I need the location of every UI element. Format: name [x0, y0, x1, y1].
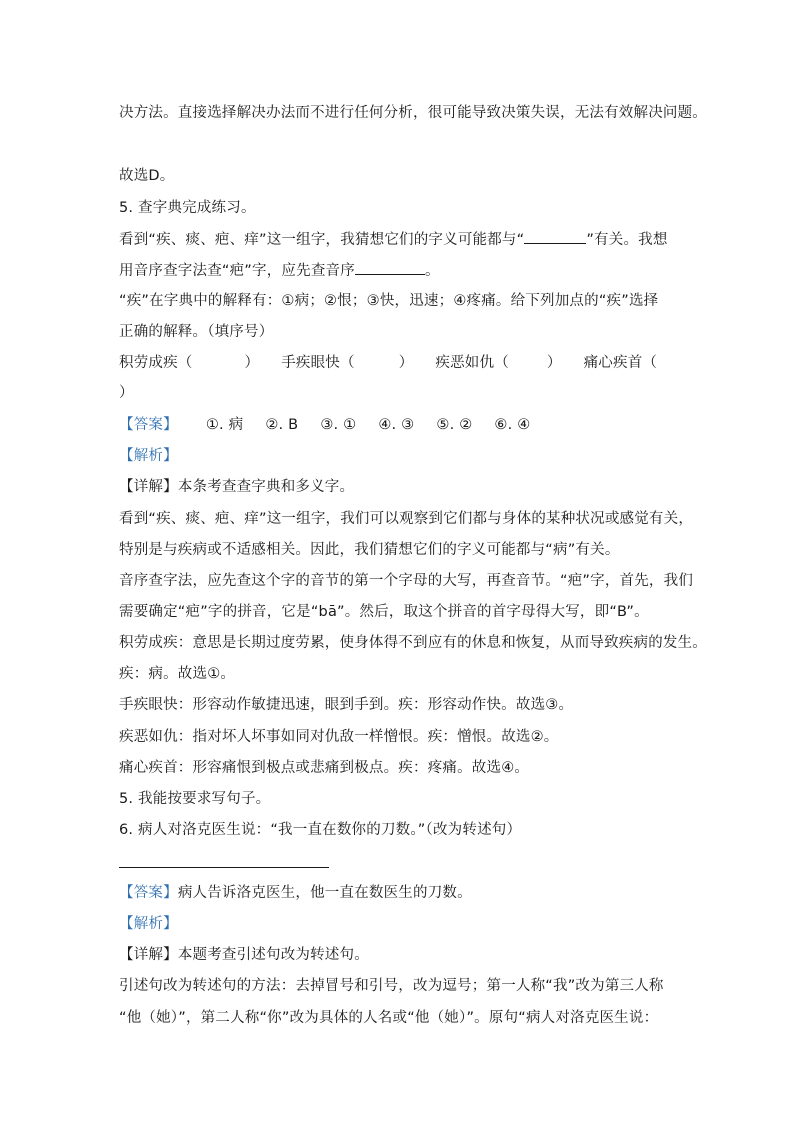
detail-text: 本题考查引述句改为转述句。 [177, 947, 369, 963]
analysis-tag: 【解析】 [119, 916, 178, 932]
item-2: 手疾眼快（ [281, 355, 355, 371]
section-heading: 5. 我能按要求写句子。 [119, 791, 271, 807]
answer-option: ①. 病 [205, 417, 244, 433]
answer-option: ③. ① [320, 417, 357, 433]
item-3: 疾恶如仇（ [435, 355, 509, 371]
text-segment: 。 [424, 263, 440, 279]
text-line: 决方法。直接选择解决办法而不进行任何分析，很可能导致决策失误，无法有效解决问题。 [119, 105, 707, 121]
text-line: 疾恶如仇：指对坏人坏事如同对仇敌一样憎恨。疾：憎恨。故选②。 [119, 729, 559, 745]
text-segment: 用音序查字法查“疤”字，应先查音序 [119, 263, 355, 279]
detail-line [119, 945, 369, 965]
item-close: ） [546, 355, 562, 371]
text-line: ） [119, 385, 134, 401]
question-heading: 5. 查字典完成练习。 [119, 200, 256, 216]
text-line: 音序查字法，应先查这个字的音节的第一个字母的大写，再查音节。“疤”字，首先，我们 [119, 573, 694, 589]
text-line: 特别是与疾病或不适感相关。因此，我们猜想它们的字义可能都与“病”有关。 [119, 542, 620, 558]
item-close: ） [398, 355, 414, 371]
answer-line [119, 883, 472, 903]
detail-tag: 【详解】 [119, 947, 178, 963]
answer-option: ⑥. ④ [494, 417, 531, 433]
answer-option: ④. ③ [378, 417, 415, 433]
text-segment: 看到“疾、痰、疤、痒”这一组字，我猜想它们的字义可能都与“ [119, 232, 525, 248]
text-line: “疾”在字典中的解释有：①病；②恨；③快，迅速；④疼痛。给下列加点的“疾”选择 [119, 293, 659, 309]
analysis-tag: 【解析】 [119, 448, 178, 464]
item-4: 痛心疾首（ [583, 355, 658, 371]
text-line: “他（她）”，第二人称“你”改为具体的人名或“他（她）”。原句“病人对洛克医生说： [119, 1010, 659, 1026]
text-line [119, 260, 440, 281]
text-segment: ”有关。我想 [586, 232, 668, 248]
question-heading: 6. 病人对洛克医生说：“我一直在数你的刀数。”（改为转述句） [119, 822, 522, 838]
text-line: 看到“疾、痰、疤、痒”这一组字，我们可以观察到它们都与身体的某种状况或感觉有关， [119, 511, 694, 527]
fill-blank[interactable] [355, 260, 425, 275]
detail-line [119, 477, 354, 497]
answer-tag: 【答案】 [119, 885, 178, 901]
text-line: 需要确定“疤”字的拼音，它是“bā”。然后，取这个拼音的首字母得大写，即“B”。 [119, 604, 649, 620]
answer-blank-line[interactable] [119, 867, 329, 868]
answer-text: 病人告诉洛克医生，他一直在数医生的刀数。 [177, 885, 472, 901]
text-line: 引述句改为转述句的方法：去掉冒号和引号，改为逗号；第一人称“我”改为第三人称 [119, 978, 664, 994]
item-close: ） [244, 355, 260, 371]
text-line [119, 229, 668, 250]
text-line: 手疾眼快：形容动作敏捷迅速，眼到手到。疾：形容动作快。故选③。 [119, 697, 574, 713]
detail-text: 本条考查查字典和多义字。 [177, 479, 355, 495]
answer-line [119, 415, 552, 435]
answer-option: ②. B [265, 417, 299, 433]
text-line: 痛心疾首：形容痛恨到极点或悲痛到极点。疾：疼痛。故选④。 [119, 760, 530, 776]
text-line: 正确的解释。（填序号） [119, 324, 274, 340]
text-line: 积劳成疾：意思是长期过度劳累，使身体得不到应有的休息和恢复，从而导致疾病的发生。 [119, 635, 707, 651]
detail-tag: 【详解】 [119, 479, 178, 495]
question-items [119, 353, 657, 373]
item-1: 积劳成疾（ [119, 355, 193, 371]
text-line: 疾：病。故选①。 [119, 666, 236, 682]
fill-blank[interactable] [524, 229, 586, 244]
answer-tag: 【答案】 [119, 417, 178, 433]
answer-option: ⑤. ② [436, 417, 473, 433]
text-line: 故选D。 [119, 168, 175, 184]
